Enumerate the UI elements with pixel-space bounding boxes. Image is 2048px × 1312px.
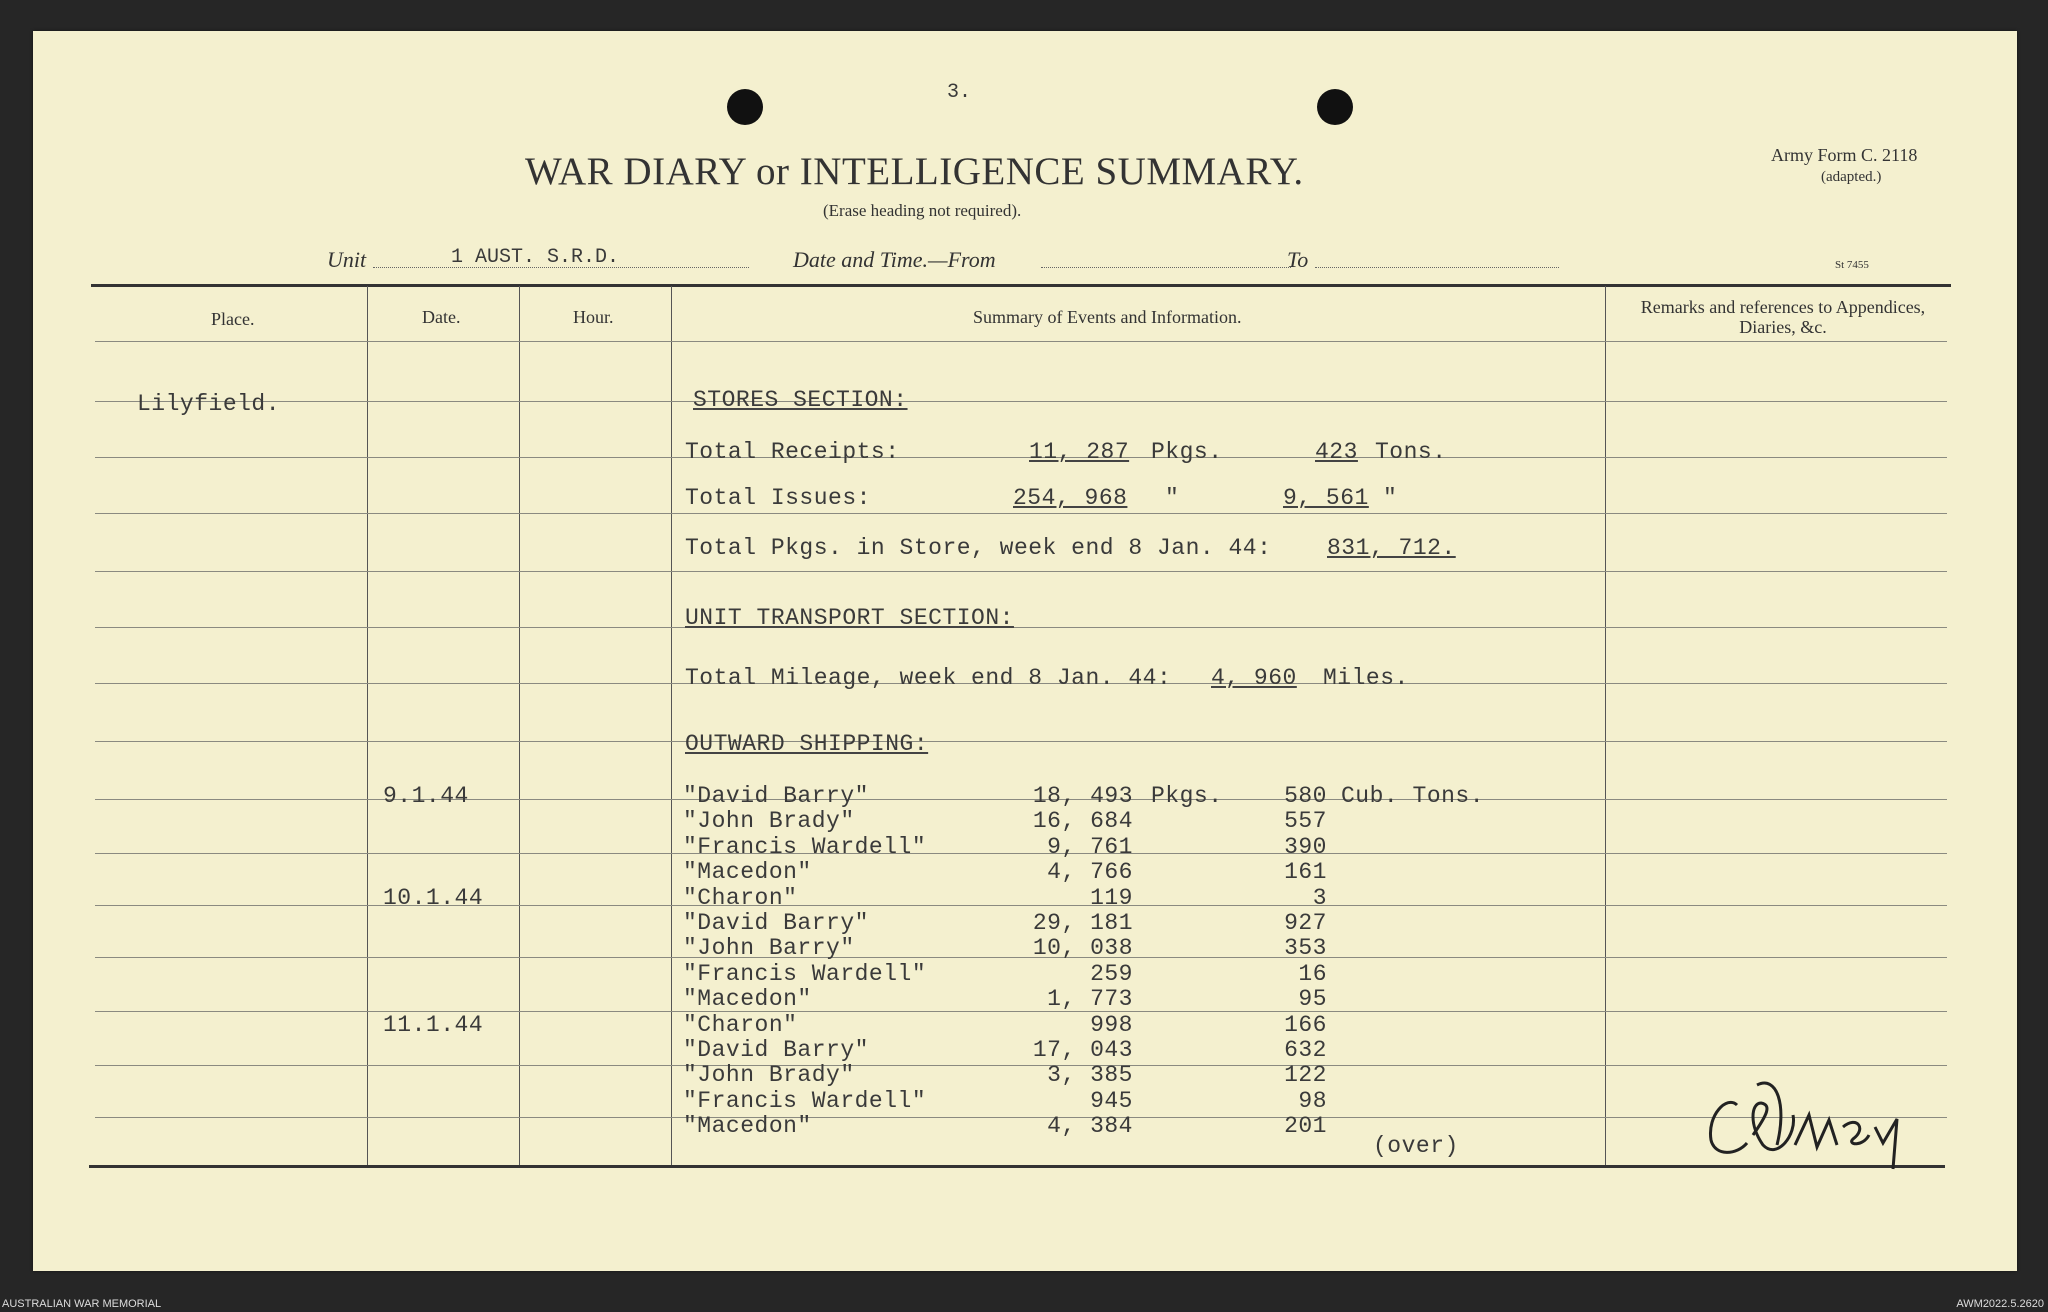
- punch-hole-right: [1317, 89, 1353, 125]
- ruled-line: [95, 1011, 1947, 1012]
- ruled-line: [95, 571, 1947, 572]
- transport-heading: UNIT TRANSPORT SECTION:: [685, 605, 1014, 631]
- shipping-row-pkgs: 119: [1090, 885, 1133, 911]
- shipping-row-ship: "David Barry": [683, 783, 869, 809]
- receipts-label: Total Receipts:: [685, 439, 900, 465]
- shipping-row-pkgs: 4, 766: [1047, 859, 1133, 885]
- issues-pkgs: 254, 968: [1013, 485, 1128, 511]
- from-dotted-line: [1041, 267, 1291, 268]
- shipping-row-ship: "Macedon": [683, 986, 812, 1012]
- receipts-pkgs: 11, 287: [1029, 439, 1130, 465]
- ruled-line: [95, 741, 1947, 742]
- receipts-tons: 423: [1315, 439, 1358, 465]
- shipping-row-tons: 166: [1284, 1012, 1327, 1038]
- header-remarks: Remarks and references to Appendices, Diaries, &c.: [1640, 297, 1926, 337]
- table-bottom-rule: [89, 1165, 1945, 1168]
- header-place: Place.: [211, 309, 255, 329]
- footer-left: AUSTRALIAN WAR MEMORIAL: [2, 1298, 162, 1310]
- shipping-tons-unit: Cub. Tons.: [1341, 783, 1485, 809]
- column-divider-place-date: [367, 286, 368, 1165]
- issues-tons-ditto: ": [1383, 485, 1398, 511]
- shipping-row-ship: "David Barry": [683, 1037, 869, 1063]
- receipts-pkgs-unit: Pkgs.: [1151, 439, 1223, 465]
- shipping-row-tons: 16: [1298, 961, 1327, 987]
- shipping-row-pkgs: 10, 038: [1032, 935, 1133, 961]
- to-dotted-line: [1315, 267, 1559, 268]
- ruled-line: [95, 1065, 1947, 1066]
- header-hour: Hour.: [573, 307, 614, 327]
- shipping-row-pkgs: 16, 684: [1032, 808, 1133, 834]
- table-top-rule: [91, 284, 1951, 287]
- ruled-line: [95, 627, 1947, 628]
- shipping-row-tons: 632: [1284, 1037, 1327, 1063]
- shipping-row-pkgs: 3, 385: [1047, 1062, 1133, 1088]
- mileage-value: 4, 960: [1211, 665, 1297, 691]
- shipping-row-pkgs: 1, 773: [1047, 986, 1133, 1012]
- shipping-row-date: 9.1.44: [383, 783, 469, 809]
- shipping-row-pkgs: 29, 181: [1032, 910, 1133, 936]
- column-divider-date-hour: [519, 286, 520, 1165]
- shipping-row-ship: "Macedon": [683, 859, 812, 885]
- ruled-line: [95, 1117, 1947, 1118]
- army-form-adapted: (adapted.): [1821, 169, 1882, 185]
- shipping-row-tons: 927: [1284, 910, 1327, 936]
- place-value: Lilyfield.: [137, 391, 281, 417]
- shipping-row-tons: 201: [1284, 1113, 1327, 1139]
- shipping-row-ship: "Francis Wardell": [683, 961, 927, 987]
- shipping-row-tons: 557: [1284, 808, 1327, 834]
- issues-pkgs-ditto: ": [1165, 485, 1180, 511]
- form-title: WAR DIARY or INTELLIGENCE SUMMARY.: [525, 150, 1304, 193]
- ruled-line: [95, 799, 1947, 800]
- ruled-line: [95, 457, 1947, 458]
- shipping-row-tons: 353: [1284, 935, 1327, 961]
- stock-ref: St 7455: [1835, 259, 1869, 271]
- shipping-row-ship: "Charon": [683, 885, 798, 911]
- shipping-row-tons: 95: [1298, 986, 1327, 1012]
- in-store-label: Total Pkgs. in Store, week end 8 Jan. 44:: [685, 535, 1272, 561]
- shipping-row-ship: "Charon": [683, 1012, 798, 1038]
- shipping-row-ship: "John Barry": [683, 935, 855, 961]
- unit-label: Unit: [327, 247, 367, 272]
- shipping-pkgs-unit: Pkgs.: [1151, 783, 1223, 809]
- shipping-heading: OUTWARD SHIPPING:: [685, 731, 929, 757]
- column-divider-hour-summary: [671, 286, 672, 1165]
- shipping-row-date: 10.1.44: [383, 885, 484, 911]
- mileage-unit: Miles.: [1323, 665, 1409, 691]
- shipping-row-pkgs: 9, 761: [1047, 834, 1133, 860]
- unit-value: 1 AUST. S.R.D.: [451, 246, 620, 269]
- shipping-row-ship: "Macedon": [683, 1113, 812, 1139]
- mileage-label: Total Mileage, week end 8 Jan. 44:: [685, 665, 1172, 691]
- stores-heading: STORES SECTION:: [693, 387, 908, 413]
- shipping-row-tons: 3: [1312, 885, 1327, 911]
- shipping-row-ship: "Francis Wardell": [683, 1088, 927, 1114]
- shipping-row-tons: 122: [1284, 1062, 1327, 1088]
- shipping-row-ship: "David Barry": [683, 910, 869, 936]
- shipping-row-pkgs: 4, 384: [1047, 1113, 1133, 1139]
- shipping-row-tons: 390: [1284, 834, 1327, 860]
- header-date: Date.: [422, 307, 461, 327]
- in-store-value: 831, 712.: [1327, 535, 1456, 561]
- column-divider-summary-remarks: [1605, 286, 1606, 1165]
- issues-label: Total Issues:: [685, 485, 871, 511]
- ruled-line: [95, 401, 1947, 402]
- shipping-row-ship: "John Brady": [683, 808, 855, 834]
- shipping-row-pkgs: 17, 043: [1032, 1037, 1133, 1063]
- shipping-row-pkgs: 945: [1090, 1088, 1133, 1114]
- form-subtitle: (Erase heading not required).: [823, 201, 1022, 220]
- ruled-line: [95, 853, 1947, 854]
- shipping-row-date: 11.1.44: [383, 1012, 484, 1038]
- to-label: To: [1287, 247, 1309, 272]
- army-form-ref: Army Form C. 2118: [1771, 145, 1918, 165]
- shipping-row-pkgs: 18, 493: [1032, 783, 1133, 809]
- ruled-line: [95, 957, 1947, 958]
- shipping-row-tons: 98: [1298, 1088, 1327, 1114]
- page-number: 3.: [947, 81, 972, 104]
- shipping-row-pkgs: 998: [1090, 1012, 1133, 1038]
- over-note: (over): [1373, 1133, 1459, 1159]
- footer-right: AWM2022.5.2620: [1956, 1298, 2044, 1310]
- date-time-label: Date and Time.—From: [793, 247, 996, 272]
- shipping-row-tons: 161: [1284, 859, 1327, 885]
- ruled-line: [95, 341, 1947, 342]
- shipping-row-pkgs: 259: [1090, 961, 1133, 987]
- issues-tons: 9, 561: [1283, 485, 1369, 511]
- shipping-row-ship: "Francis Wardell": [683, 834, 927, 860]
- receipts-tons-unit: Tons.: [1375, 439, 1447, 465]
- handwritten-signature: [1697, 1065, 1937, 1175]
- punch-hole-left: [727, 89, 763, 125]
- shipping-row-ship: "John Brady": [683, 1062, 855, 1088]
- header-summary: Summary of Events and Information.: [973, 307, 1242, 327]
- shipping-row-tons: 580: [1284, 783, 1327, 809]
- ruled-line: [95, 513, 1947, 514]
- diary-page: [33, 31, 2017, 1271]
- ruled-line: [95, 905, 1947, 906]
